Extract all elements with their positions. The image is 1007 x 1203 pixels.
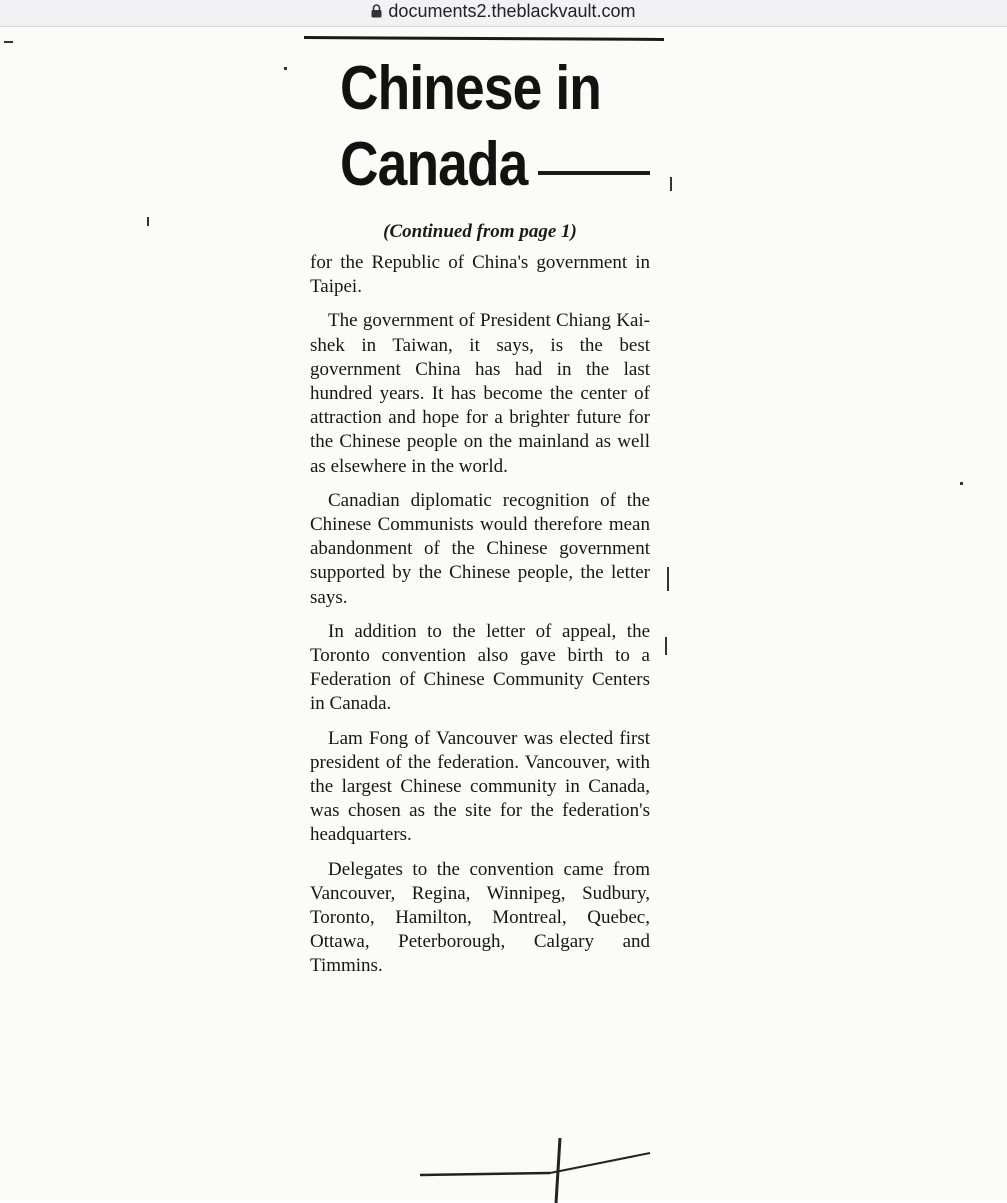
browser-url-bar[interactable] [0,0,1007,27]
paragraph-6: Delegates to the convention came from Vancouver, Regina, Winnipeg, Sudbury, Toronto, Hamilton, Montreal, Quebec, Ottawa, Peterborough, Calgary and Timmins. [310,858,650,977]
url-display[interactable] [371,1,635,22]
scan-speck [960,482,963,485]
paragraph-2: The government of President Chiang Kai-shek in Taiwan, it says, is the best government China has had in the last hundred years. It has become the center of attraction and hope for a brighter future for the Chinese people on the mainland as well as elsewhere in the world. [310,310,650,477]
headline-line-2: Canada [340,130,528,199]
scan-speck [670,177,672,191]
newspaper-clipping [300,33,670,1200]
document-page [0,27,1007,1200]
scan-speck [147,217,149,226]
top-rule [304,36,664,41]
paragraph-1: for the Republic of China's government in Taipei. [310,252,650,298]
headline-dash [538,171,650,175]
scan-speck [4,41,13,43]
paragraph-3: Canadian diplomatic recognition of the Chinese Communists would therefore mean abandonment of the Chinese government supported by the Chinese people, the letter says. [310,489,650,608]
lock-icon [371,4,382,18]
paragraph-4: In addition to the letter of appeal, the Toronto convention also gave birth to a Federation of Chinese Community Centers in Canada. [310,620,650,715]
bottom-scan-marks [400,1123,660,1203]
url-text: documents2.theblackvault.com [388,0,636,21]
headline [340,51,601,203]
paragraph-5: Lam Fong of Vancouver was elected first president of the federation. Vancouver, with the largest Chinese community in Canada, was chosen as the site for the federation's headquarters. [310,727,650,846]
article-body [310,251,650,989]
scan-speck [284,67,287,70]
headline-line-1: Chinese in [340,54,602,123]
continued-note: (Continued from page 1) [383,221,577,242]
